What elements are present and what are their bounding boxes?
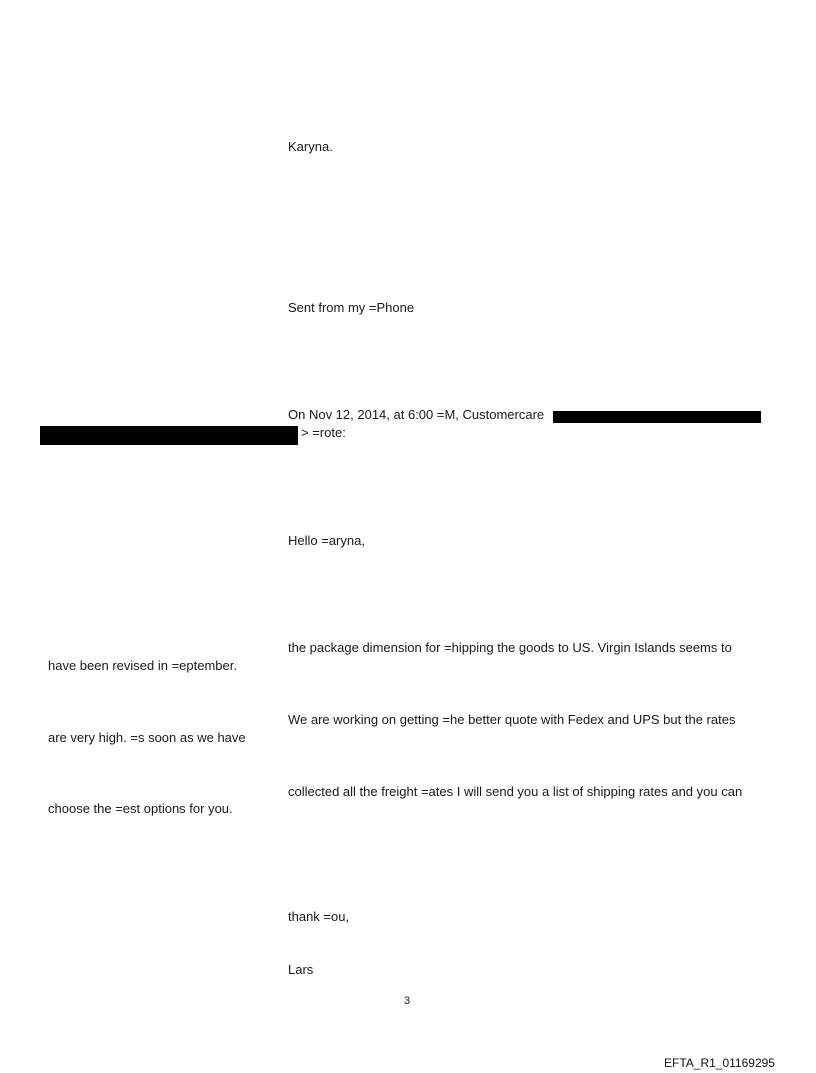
body-line-3-wrap: choose the =est options for you. xyxy=(48,801,233,816)
sent-from-line: Sent from my =Phone xyxy=(288,300,415,315)
body-line-2-wrap: are very high. =s soon as we have xyxy=(48,730,246,745)
body-line-3: collected all the freight =ates I will send you a list of shipping rates and you can xyxy=(288,784,743,799)
signoff-name: Karyna. xyxy=(288,139,333,154)
quote-header-wrap: > =rote: xyxy=(301,425,346,440)
redaction-email-address xyxy=(553,411,761,423)
body-line-1-wrap: have been revised in =eptember. xyxy=(48,658,237,673)
redaction-email-continuation xyxy=(40,426,298,445)
greeting-line: Hello =aryna, xyxy=(288,533,365,548)
body-line-2: We are working on getting =he better quote with Fedex and UPS but the rates xyxy=(288,712,736,727)
signature-name: Lars xyxy=(288,962,314,977)
page-number: 3 xyxy=(404,995,411,1007)
quote-header-line: On Nov 12, 2014, at 6:00 =M, Customercare xyxy=(288,407,545,422)
body-line-1: the package dimension for =hipping the goods to US. Virgin Islands seems to xyxy=(288,640,732,655)
closing-line: thank =ou, xyxy=(288,909,350,924)
document-id: EFTA_R1_01169295 xyxy=(664,1056,775,1070)
